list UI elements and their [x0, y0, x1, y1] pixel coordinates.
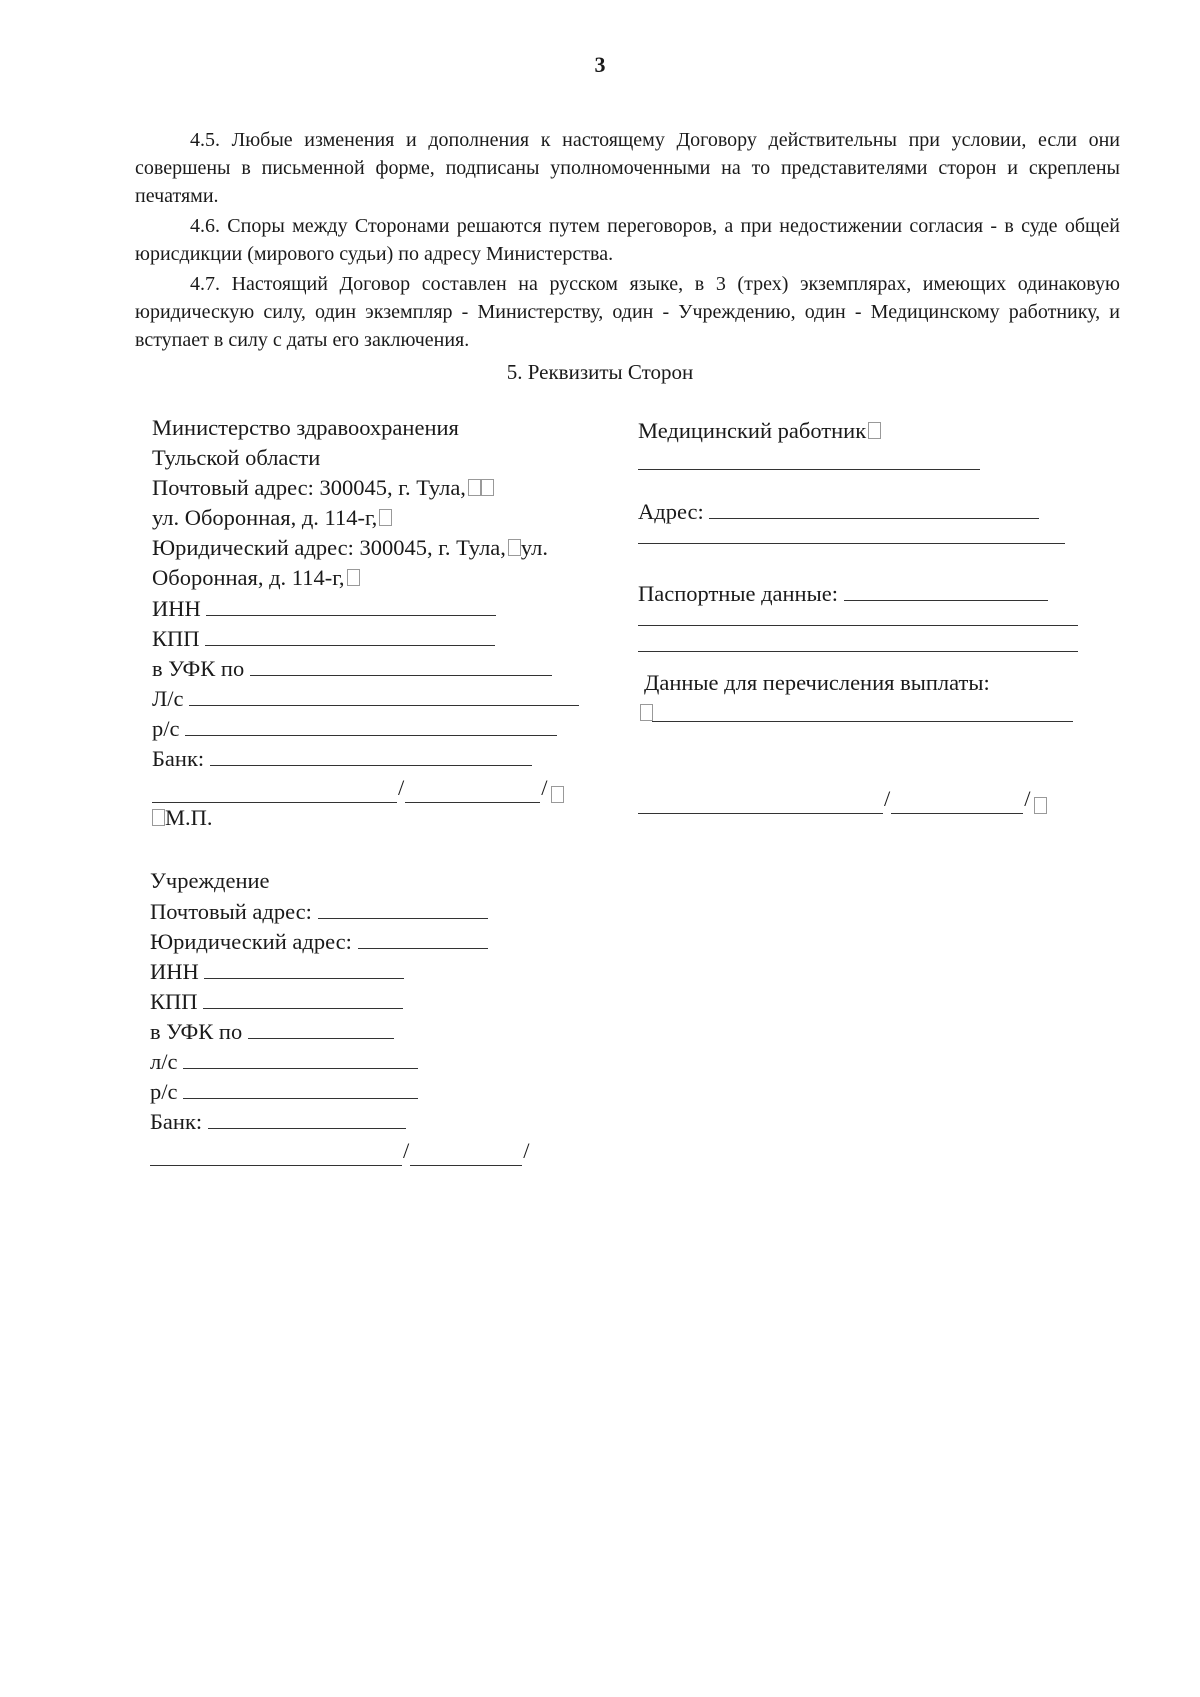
- slash: /: [403, 1138, 410, 1163]
- ministry-postal-street: ул. Оборонная, д. 114-г,: [152, 505, 378, 530]
- clause-text: 4.6. Споры между Сторонами решаются путем переговоров, а при недостижении согласия - в суде общей юрисдикции (мирового судьи) по адресу Министерства.: [135, 215, 1120, 265]
- institution-kpp-label: КПП: [150, 989, 198, 1014]
- ministry-rs-label: р/с: [152, 716, 180, 741]
- slash: /: [1024, 786, 1031, 811]
- ministry-ls-label: Л/с: [152, 686, 184, 711]
- checkbox-glyph: [508, 539, 521, 556]
- worker-name-field[interactable]: [638, 468, 980, 470]
- ministry-legal-street: Оборонная, д. 114-г,: [152, 565, 345, 590]
- institution-postal-field[interactable]: [318, 896, 488, 919]
- institution-ufk-label: в УФК по: [150, 1019, 243, 1044]
- institution-rs-field[interactable]: [183, 1076, 418, 1099]
- institution-signature-field[interactable]: [150, 1143, 402, 1166]
- institution-kpp-field[interactable]: [203, 986, 403, 1009]
- ministry-rs-field[interactable]: [185, 713, 557, 736]
- worker-signature-field[interactable]: [638, 791, 883, 814]
- ministry-kpp-field[interactable]: [205, 623, 495, 646]
- institution-inn-field[interactable]: [204, 956, 404, 979]
- worker-address-field-2[interactable]: [638, 542, 1065, 544]
- institution-signature-line: [150, 1136, 570, 1166]
- ministry-kpp-label: КПП: [152, 626, 200, 651]
- worker-address-label: Адрес:: [638, 499, 704, 524]
- checkbox-glyph: [551, 786, 564, 803]
- ministry-name: Министерство здравоохранения: [152, 415, 459, 440]
- worker-title: Медицинский работник: [638, 418, 867, 443]
- worker-passport-label: Паспортные данные:: [638, 581, 838, 606]
- slash: /: [541, 775, 548, 800]
- slash: /: [884, 786, 891, 811]
- page-number: 3: [594, 52, 606, 77]
- ministry-ufk-field[interactable]: [250, 653, 552, 676]
- clause-text: 4.5. Любые изменения и дополнения к настоящему Договору действительны при условии, если они совершены в письменной форме, подписаны уполномоченными на то представителями сторон и скреплены печатями.: [135, 129, 1120, 207]
- institution-title: Учреждение: [150, 868, 270, 893]
- slash: /: [523, 1138, 530, 1163]
- worker-signature-line: [638, 784, 1098, 814]
- worker-passport-field-2[interactable]: [638, 624, 1078, 626]
- institution-legal-label: Юридический адрес:: [150, 929, 352, 954]
- ministry-signature-name-field[interactable]: [405, 780, 540, 803]
- institution-rs-label: р/с: [150, 1079, 178, 1104]
- worker-signature-name-field[interactable]: [891, 791, 1023, 814]
- ministry-legal-address: Юридический адрес: 300045, г. Тула,: [152, 535, 506, 560]
- worker-payment-label: Данные для перечисления выплаты:: [644, 670, 990, 695]
- worker-address-field[interactable]: [709, 496, 1039, 519]
- ministry-inn-label: ИНН: [152, 596, 201, 621]
- checkbox-glyph: [481, 479, 494, 496]
- checkbox-glyph: [868, 422, 881, 439]
- ministry-signature-line: [152, 773, 632, 803]
- slash: /: [398, 775, 405, 800]
- clause-text: 4.7. Настоящий Договор составлен на русском языке, в 3 (трех) экземплярах, имеющих одинаковую юридическую силу, один экземпляр - Министерству, один - Учреждению, один - Медицинскому работнику, и вступает в силу с даты его заключения.: [135, 273, 1120, 351]
- institution-bank-field[interactable]: [208, 1106, 406, 1129]
- institution-ls-label: л/с: [150, 1049, 178, 1074]
- ministry-region: Тульской области: [152, 445, 321, 470]
- ministry-inn-field[interactable]: [206, 593, 496, 616]
- worker-passport-field-3[interactable]: [638, 650, 1078, 652]
- ministry-ufk-label: в УФК по: [152, 656, 245, 681]
- worker-passport-field[interactable]: [844, 578, 1048, 601]
- stamp-label: М.П.: [165, 805, 213, 830]
- institution-legal-field[interactable]: [358, 926, 488, 949]
- ministry-bank-label: Банк:: [152, 746, 205, 771]
- checkbox-glyph: [1034, 797, 1047, 814]
- section-title: 5. Реквизиты Сторон: [506, 360, 694, 384]
- ministry-requisites: [152, 413, 632, 833]
- ministry-bank-field[interactable]: [210, 743, 532, 766]
- ministry-ls-field[interactable]: [189, 683, 579, 706]
- institution-ufk-field[interactable]: [248, 1016, 394, 1039]
- clause-4-6: [135, 212, 1120, 268]
- institution-inn-label: ИНН: [150, 959, 199, 984]
- institution-signature-name-field[interactable]: [410, 1143, 522, 1166]
- checkbox-glyph: [379, 509, 392, 526]
- checkbox-glyph: [468, 479, 481, 496]
- institution-ls-field[interactable]: [183, 1046, 418, 1069]
- institution-postal-label: Почтовый адрес:: [150, 899, 312, 924]
- clause-4-7: [135, 270, 1120, 354]
- ministry-postal-address: Почтовый адрес: 300045, г. Тула,: [152, 475, 466, 500]
- checkbox-glyph: [640, 704, 653, 721]
- checkbox-glyph: [347, 569, 360, 586]
- worker-requisites: [638, 416, 1098, 814]
- institution-requisites: [150, 866, 570, 1166]
- institution-bank-label: Банк:: [150, 1109, 203, 1134]
- worker-payment-field[interactable]: [652, 720, 1073, 722]
- clause-4-5: [135, 126, 1120, 210]
- ministry-signature-field[interactable]: [152, 780, 397, 803]
- ministry-legal-street-prefix: ул.: [520, 535, 549, 560]
- checkbox-glyph: [152, 809, 165, 826]
